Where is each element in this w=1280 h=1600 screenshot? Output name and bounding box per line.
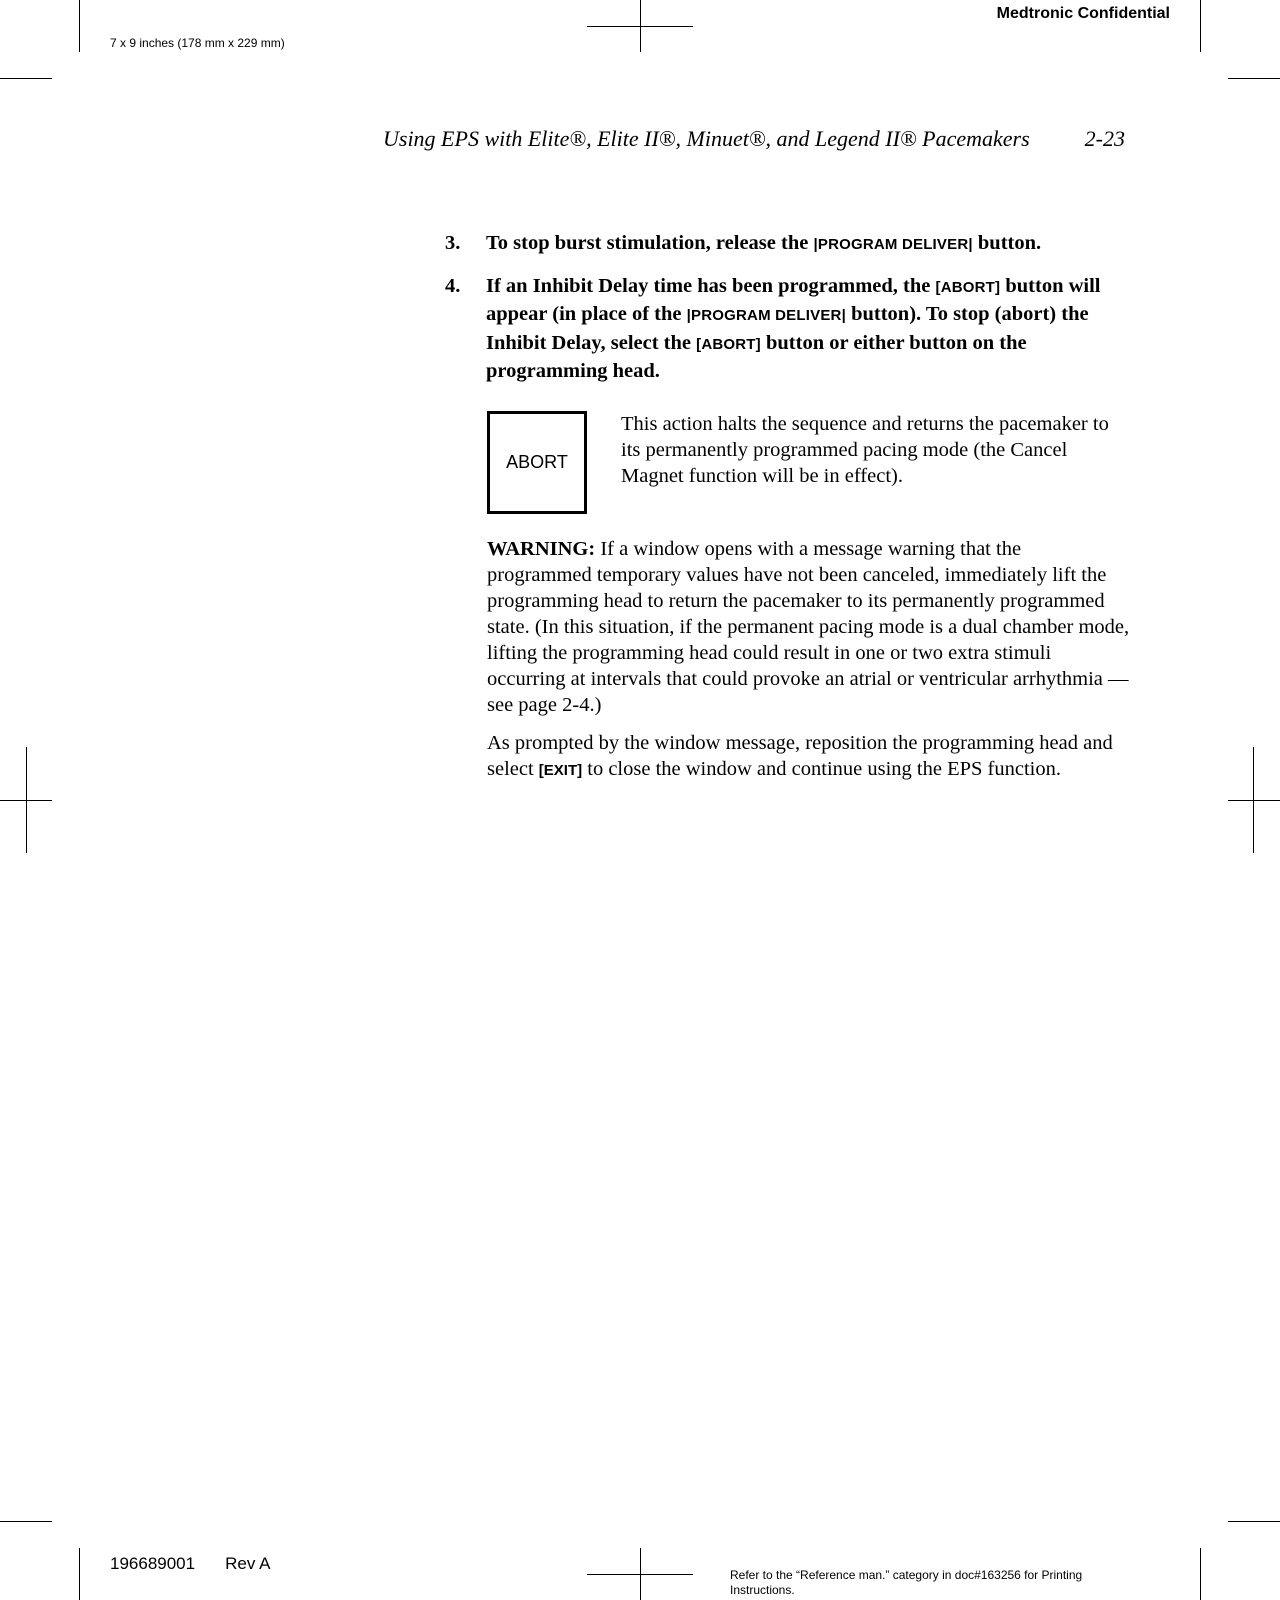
crop-mark-mid-right-horizontal: [1228, 800, 1280, 801]
key-program-deliver: |PROGRAM DELIVER|: [813, 236, 973, 253]
crop-mark-bottom-right-vertical: [1200, 1548, 1201, 1600]
step-text-part: button.: [972, 232, 1042, 254]
trim-size-label: 7 x 9 inches (178 mm x 229 mm): [110, 36, 285, 50]
key-program-deliver: |PROGRAM DELIVER|: [686, 307, 846, 324]
step-text: [486, 230, 1130, 259]
prompt-text-part: to close the window and continue using the EPS function.: [582, 757, 1061, 780]
key-label: ABORT: [940, 278, 996, 296]
abort-button-illustration: [487, 411, 1130, 514]
warning-text: If a window opens with a message warning that the programmed temporary values have not been canceled, immediately lift the programming head to return the pacemaker to its permanently programmed state. (In this situation, if the permanent pacing mode is a dual chamber mode, lifting the programming head could result in one or two extra stimuli occurring at intervals that could provoke an atrial or ventricular arrhythmia — see page 2-4.): [487, 537, 1130, 716]
crop-mark-top-left-horizontal: [0, 78, 52, 79]
crop-mark-top-left-vertical: [79, 0, 80, 52]
step-text-part: button or either button on the programming head.: [486, 331, 1027, 382]
crop-mark-mid-left-horizontal: [0, 800, 52, 801]
key-abort: [ABORT]: [696, 335, 761, 353]
step-text-part: If an Inhibit Delay time has been programmed, the: [486, 274, 936, 297]
key-label: ABORT: [701, 335, 756, 353]
running-title: Using EPS with Elite®, Elite II®, Minuet®, and Legend II® Pacemakers: [383, 126, 1030, 151]
step-text: [486, 273, 1130, 385]
page-content: [440, 230, 1130, 784]
key-label: EXIT: [543, 761, 578, 779]
crop-mark-bottom-right-horizontal: [1228, 1521, 1280, 1522]
warning-label: WARNING:: [487, 537, 596, 560]
page-number: 2-23: [1084, 126, 1125, 151]
crop-mark-top-right-horizontal: [1228, 78, 1280, 79]
step-text-part: To stop burst stimulation, release the: [486, 232, 814, 254]
print-note: Refer to the “Reference man.” category in doc#163256 for Printing Instructions.: [730, 1568, 1083, 1597]
abort-description: This action halts the sequence and returns the pacemaker to its permanently programmed pacing mode (the Cancel Magnet function will be in effect).: [621, 412, 1109, 487]
prompt-paragraph: [487, 730, 1130, 784]
crop-mark-bottom-left-horizontal: [0, 1521, 52, 1522]
step-number: 4.: [445, 274, 461, 297]
crop-mark-top-right-vertical: [1200, 0, 1201, 52]
crop-mark-top-center-horizontal: [587, 26, 693, 27]
running-header: [383, 126, 1125, 152]
confidential-label: Medtronic Confidential: [996, 5, 1170, 22]
abort-button[interactable]: ABORT: [487, 411, 587, 514]
key-exit: [EXIT]: [538, 761, 583, 779]
doc-number: 196689001: [110, 1554, 196, 1573]
step-4: [440, 273, 1130, 385]
step-text-part: button will appear (in place of the: [486, 274, 1101, 325]
revision: Rev A: [225, 1554, 271, 1573]
crop-mark-bottom-center-horizontal: [587, 1574, 693, 1575]
step-text-part: button). To stop (abort) the Inhibit Delay, select the: [486, 303, 1089, 354]
crop-mark-bottom-left-vertical: [79, 1548, 80, 1600]
key-label: PROGRAM DELIVER: [691, 307, 842, 324]
warning-paragraph: [487, 536, 1130, 718]
step-3: [440, 230, 1130, 259]
document-number: [110, 1554, 300, 1574]
key-abort: [ABORT]: [935, 278, 1001, 296]
prompt-text-part: As prompted by the window message, reposition the programming head and select: [487, 731, 1113, 780]
step-number: 3.: [445, 232, 461, 254]
key-label: PROGRAM DELIVER: [817, 236, 969, 253]
